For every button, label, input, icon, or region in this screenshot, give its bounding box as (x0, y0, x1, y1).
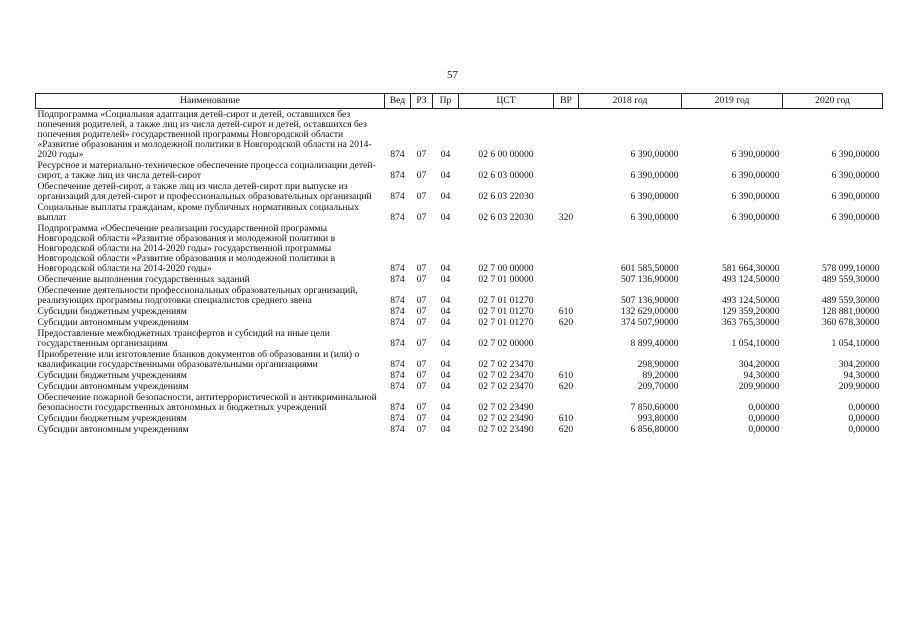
row-name: Субсидии бюджетным учреждениям (37, 306, 187, 317)
row-rz: 07 (416, 170, 427, 181)
row-vr (554, 109, 579, 161)
row-vr: 610 (558, 306, 574, 317)
row-rz: 07 (416, 424, 427, 435)
table-row (36, 160, 883, 181)
row-cst: 02 7 01 01270 (478, 317, 534, 328)
row-2020: 489 559,30000 (821, 274, 880, 285)
row-2020: 360 678,30000 (821, 317, 880, 328)
row-2019: 0,00000 (748, 424, 780, 435)
row-2018: 89,20000 (642, 370, 679, 381)
row-2018: 6 390,00000 (630, 149, 679, 160)
row-pr: 04 (440, 149, 451, 160)
row-2020: 1 054,10000 (831, 338, 880, 349)
row-2018: 6 390,00000 (630, 191, 679, 202)
row-pr: 04 (440, 402, 451, 413)
row-pr: 04 (440, 424, 451, 435)
row-2020: 0,00000 (848, 402, 880, 413)
row-ved: 874 (390, 413, 405, 424)
row-cst: 02 6 03 22030 (478, 191, 534, 202)
row-2018: 6 390,00000 (630, 170, 679, 181)
table-row (36, 392, 883, 413)
header-2019: 2019 год (682, 94, 783, 109)
row-pr: 04 (440, 306, 451, 317)
row-name: Обеспечение детей-сирот, а также лиц из числа детей-сирот при выпуске из организаций для детей-сирот и профессиональных образовательных организаций (37, 181, 372, 202)
row-name: Обеспечение выполнения государственных заданий (37, 274, 250, 285)
row-2019: 493 124,50000 (721, 295, 780, 306)
row-2020: 6 390,00000 (831, 170, 880, 181)
row-2020: 6 390,00000 (831, 191, 880, 202)
row-ved: 874 (390, 274, 405, 285)
row-2019: 304,20000 (738, 359, 780, 370)
row-ved: 874 (390, 295, 405, 306)
row-2018: 8 899,40000 (630, 338, 679, 349)
header-vr: ВР (554, 94, 579, 109)
row-pr: 04 (440, 295, 451, 306)
row-name: Субсидии бюджетным учреждениям (37, 370, 187, 381)
header-2020: 2020 год (783, 94, 883, 109)
row-rz: 07 (416, 402, 427, 413)
row-rz: 07 (416, 306, 427, 317)
row-cst: 02 6 03 22030 (478, 212, 534, 223)
row-name: Подпрограмма «Социальная адаптация детей-сирот и детей, оставшихся без попечения родителей, а также лиц из числа детей-сирот и детей, оставшихся без попечения родителей» государственной программы Новгородской области «Развитие образования и молодежной политики в Новгородской области на 2014-2020 годы» (37, 109, 372, 160)
row-rz: 07 (416, 338, 427, 349)
row-ved: 874 (390, 370, 405, 381)
row-cst: 02 7 01 01270 (478, 306, 534, 317)
row-pr: 04 (440, 359, 451, 370)
row-ved: 874 (390, 149, 405, 160)
row-name: Субсидии бюджетным учреждениям (37, 413, 187, 424)
row-pr: 04 (440, 263, 451, 274)
header-rz: РЗ (411, 94, 433, 109)
header-2018: 2018 год (579, 94, 682, 109)
row-name: Обеспечение деятельности профессиональных образовательных организаций, реализующих программы подготовки специалистов среднего звена (37, 285, 358, 306)
row-cst: 02 7 00 00000 (478, 263, 534, 274)
row-ved: 874 (390, 424, 405, 435)
header-cst: ЦСТ (459, 94, 554, 109)
row-cst: 02 6 03 00000 (478, 170, 534, 181)
row-2018: 6 390,00000 (630, 212, 679, 223)
row-rz: 07 (416, 274, 427, 285)
row-2019: 6 390,00000 (731, 212, 780, 223)
row-2019: 1 054,10000 (731, 338, 780, 349)
row-name: Субсидии автономным учреждениям (37, 381, 189, 392)
row-ved: 874 (390, 402, 405, 413)
row-cst: 02 7 01 01270 (478, 295, 534, 306)
table-row (36, 328, 883, 349)
row-cst: 02 6 00 00000 (478, 149, 534, 160)
row-2020: 0,00000 (848, 424, 880, 435)
row-cst: 02 7 02 23490 (478, 424, 534, 435)
page-number: 57 (447, 69, 458, 81)
table-row (36, 370, 883, 381)
row-rz: 07 (416, 212, 427, 223)
row-2019: 0,00000 (748, 402, 780, 413)
row-name: Субсидии автономным учреждениям (37, 317, 189, 328)
row-2019: 493 124,50000 (721, 274, 780, 285)
row-2020: 578 099,10000 (821, 263, 880, 274)
row-vr (554, 328, 579, 349)
row-cst: 02 7 02 23470 (478, 381, 534, 392)
row-2020: 6 390,00000 (831, 212, 880, 223)
row-rz: 07 (416, 370, 427, 381)
table-row (36, 274, 883, 285)
row-ved: 874 (390, 338, 405, 349)
row-pr: 04 (440, 191, 451, 202)
row-2018: 601 585,50000 (620, 263, 679, 274)
row-2018: 507 136,90000 (620, 274, 679, 285)
row-pr: 04 (440, 413, 451, 424)
row-ved: 874 (390, 170, 405, 181)
header-name: Наименование (36, 94, 385, 109)
row-rz: 07 (416, 317, 427, 328)
row-2019: 0,00000 (748, 413, 780, 424)
row-2020: 128 881,00000 (821, 306, 880, 317)
row-2020: 0,00000 (848, 413, 880, 424)
table-header-row (36, 94, 883, 109)
row-2018: 374 507,90000 (620, 317, 679, 328)
row-vr (554, 160, 579, 181)
row-2020: 209,90000 (838, 381, 880, 392)
row-cst: 02 7 02 23490 (478, 413, 534, 424)
table-row (36, 317, 883, 328)
row-2019: 129 359,20000 (721, 306, 780, 317)
row-2020: 304,20000 (838, 359, 880, 370)
row-ved: 874 (390, 263, 405, 274)
row-vr: 610 (558, 370, 574, 381)
row-2019: 581 664,30000 (721, 263, 780, 274)
table-row (36, 181, 883, 202)
row-vr (554, 349, 579, 370)
table-row (36, 349, 883, 370)
row-name: Социальные выплаты гражданам, кроме публичных нормативных социальных выплат (37, 202, 359, 223)
row-pr: 04 (440, 317, 451, 328)
row-rz: 07 (416, 191, 427, 202)
row-2020: 489 559,30000 (821, 295, 880, 306)
row-ved: 874 (390, 359, 405, 370)
row-ved: 874 (390, 212, 405, 223)
row-pr: 04 (440, 170, 451, 181)
row-rz: 07 (416, 381, 427, 392)
row-vr: 620 (558, 317, 574, 328)
row-cst: 02 7 02 23490 (478, 402, 534, 413)
row-vr (554, 285, 579, 306)
row-2019: 6 390,00000 (731, 191, 780, 202)
row-name: Обеспечение пожарной безопасности, антитеррористической и антикриминальной безопасности государственных автономных и бюджетных учреждений (37, 392, 377, 413)
row-vr (554, 274, 579, 285)
row-ved: 874 (390, 381, 405, 392)
row-pr: 04 (440, 274, 451, 285)
row-name: Приобретение или изготовление бланков документов об образовании и (или) о квалификации государственными образовательными организациями (37, 349, 360, 370)
row-vr (554, 223, 579, 274)
row-2018: 507 136,90000 (620, 295, 679, 306)
table-row (36, 306, 883, 317)
row-2019: 6 390,00000 (731, 170, 780, 181)
row-vr: 620 (558, 381, 574, 392)
row-2020: 94,30000 (843, 370, 880, 381)
row-rz: 07 (416, 413, 427, 424)
header-ved: Вед (385, 94, 411, 109)
row-cst: 02 7 01 00000 (478, 274, 534, 285)
row-ved: 874 (390, 191, 405, 202)
row-ved: 874 (390, 306, 405, 317)
header-pr: Пр (433, 94, 459, 109)
row-2018: 7 850,60000 (630, 402, 679, 413)
row-vr: 320 (558, 212, 574, 223)
row-name: Подпрограмма «Обеспечение реализации государственной программы Новгородской области «Развитие образования и молодежной политики в Новгородской области на 2014-2020 годы» государственной программы Новгородской области «Развитие образования и молодежной политики в Новгородской области на 2014-2020 годы» (37, 223, 336, 274)
row-vr (554, 181, 579, 202)
row-2018: 132 629,00000 (620, 306, 679, 317)
row-2019: 363 765,30000 (721, 317, 780, 328)
row-rz: 07 (416, 149, 427, 160)
row-rz: 07 (416, 359, 427, 370)
row-name: Предоставление межбюджетных трансфертов и субсидий на иные цели государственным организациям (37, 328, 330, 349)
row-2018: 993,80000 (637, 413, 679, 424)
row-name: Ресурсное и материально-техническое обеспечение процесса социализации детей-сирот, а также лиц из числа детей-сирот (37, 160, 376, 181)
row-2018: 298,90000 (637, 359, 679, 370)
row-2020: 6 390,00000 (831, 149, 880, 160)
row-vr (554, 392, 579, 413)
row-cst: 02 7 02 23470 (478, 370, 534, 381)
budget-table (35, 93, 883, 435)
row-ved: 874 (390, 317, 405, 328)
row-2018: 209,70000 (637, 381, 679, 392)
row-cst: 02 7 02 23470 (478, 359, 534, 370)
table-row (36, 381, 883, 392)
table-row (36, 109, 883, 161)
row-vr: 620 (558, 424, 574, 435)
table-body (36, 109, 883, 436)
row-rz: 07 (416, 295, 427, 306)
row-2019: 94,30000 (743, 370, 780, 381)
row-rz: 07 (416, 263, 427, 274)
row-2019: 209,90000 (738, 381, 780, 392)
row-pr: 04 (440, 370, 451, 381)
table-row (36, 424, 883, 435)
row-name: Субсидии автономным учреждениям (37, 424, 189, 435)
table-row (36, 285, 883, 306)
row-cst: 02 7 02 00000 (478, 338, 534, 349)
table-row (36, 413, 883, 424)
row-pr: 04 (440, 381, 451, 392)
row-2018: 6 856,80000 (630, 424, 679, 435)
row-2019: 6 390,00000 (731, 149, 780, 160)
table-row (36, 202, 883, 223)
table-row (36, 223, 883, 274)
row-pr: 04 (440, 338, 451, 349)
row-pr: 04 (440, 212, 451, 223)
row-vr: 610 (558, 413, 574, 424)
